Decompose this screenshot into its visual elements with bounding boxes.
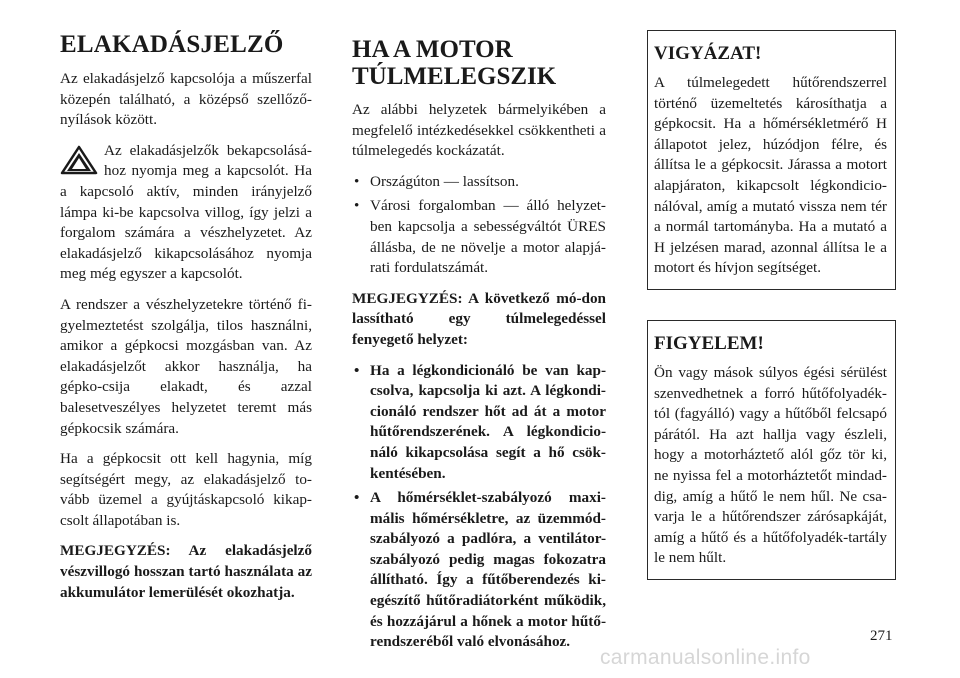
activation-text-rest: a kapcsoló aktív, minden irányjelző lámpa ki-be kapcsolva villog, így jelzi a forgalom számára a vészhelyzetet. Az elakadásjelző kikapcsolásához nyomja meg még egyszer a kapcsolót. bbox=[60, 182, 312, 283]
column-hazard-warning bbox=[60, 30, 312, 613]
caution-box bbox=[647, 30, 896, 290]
bullet-icon: • bbox=[354, 172, 360, 190]
list-item-text: Városi forgalomban — álló helyzet-ben kapcsolja a sebességváltót ÜRES állásba, de ne növelje a motor alapjá-rati fordulatszámát. bbox=[370, 197, 606, 277]
page-number: 271 bbox=[870, 628, 893, 644]
warning-text: Ön vagy mások súlyos égési sérülést szenvedhetnek a forró hűtőfolyadék-tól (fagyálló) vagy a hűtőből felcsapó párától. Ha azt hallja vagy észleli, hogy a motorháztető alól gőz tör ki, ne nyissa fel a motorháztetőt mindad-dig, amíg a hűtő le nem hűl. Ne csa-varja le a hűtőrendszer zárósapkáját, amíg a hűtő és a hűtőfolyadék-tartály le nem hűlt. bbox=[654, 363, 887, 567]
list-item bbox=[352, 361, 606, 485]
paragraph-usage-rule: A rendszer a vészhelyzetekre történő fi-gyelmeztetést szolgálja, tilos használni, amikor a gépkocsi mozgásban van. Az elakadásjelzőt akkor használja, ha gépko-csija elakadt, és azzal balesetveszélyes helyzetet teremt más gépkocsik számára. bbox=[60, 295, 312, 437]
bullet-icon: • bbox=[354, 361, 360, 379]
caution-text: A túlmelegedett hűtőrendszerrel történő üzemeltetés károsíthatja a gépkocsit. Ha a hőmérsékletmérő H állapotot jelez, húzódjon félre, és állítsa le a gépkocsit. Járassa a motort alapjáraton, kikapcsolt légkondicio-nálóval, amíg a mutató vissza nem tér a normál tartományba. Ha a mutató a H jelzésen marad, azonnal állítsa le a motort és hívjon segítséget. bbox=[654, 74, 887, 277]
list-item-text: Országúton — lassítson. bbox=[370, 172, 519, 190]
column-warnings bbox=[647, 30, 896, 610]
list-situations bbox=[352, 172, 606, 279]
column-engine-overheat bbox=[352, 30, 606, 663]
list-item bbox=[352, 488, 606, 653]
list-item bbox=[352, 172, 606, 193]
bullet-icon: • bbox=[354, 197, 360, 215]
section-title-overheat: HA A MOTOR TÚLMELEGSZIK bbox=[352, 36, 557, 90]
list-item-text: A hőmérséklet-szabályozó maxi-mális hőmérsékletre, az üzemmód-szabályozó a padlóra, a ventilátor-szabályozó pedig magas fokozatra állítható. Így a fűtőberendezés ki-egészítő hűtőradiátorként működik, és hozzájárul a hőnek a motor hűtő-rendszeréből való elvonásához. bbox=[370, 489, 606, 651]
paragraph-leaving-vehicle: Ha a gépkocsit ott kell hagynia, míg segítségért megy, az elakadásjelző to-vább üzemel a gyújtáskapcsoló kikap-csolt állapotában is. bbox=[60, 450, 312, 529]
paragraph-overheat-intro: Az alábbi helyzetek bármelyikében a megfelelő intézkedésekkel csökkentheti a túlmelegedés kockázatát. bbox=[352, 101, 606, 160]
activation-text-first: Az elakadásjelzők bekapcsolásá-hoz nyomja meg a kapcsolót. Ha bbox=[104, 141, 312, 180]
bullet-icon: • bbox=[354, 489, 360, 507]
list-item bbox=[352, 196, 606, 278]
note-overheat: MEGJEGYZÉS: A következő mó-don lassítható egy túlmelegedéssel fenyegető helyzet: bbox=[352, 289, 606, 348]
paragraph-switch-location: Az elakadásjelző kapcsolója a műszerfal közepén található, a középső szellőző-nyílások között. bbox=[60, 70, 312, 129]
caution-title: VIGYÁZAT! bbox=[654, 43, 762, 64]
list-item-text: Ha a légkondicionáló be van kap-csolva, kapcsolja ki azt. A légkondi-cionáló rendszer hőt ad át a motor hűtőrendszerének. A légkondicio-náló kikapcsolása segít a hő csök-kentésében. bbox=[370, 361, 606, 482]
warning-title: FIGYELEM! bbox=[654, 332, 764, 354]
warning-paragraph bbox=[60, 141, 312, 285]
section-title-hazard: ELAKADÁSJELZŐ bbox=[60, 31, 284, 58]
warning-box bbox=[647, 320, 896, 580]
note-battery: MEGJEGYZÉS: Az elakadásjelző vészvillogó hosszan tartó használata az akkumulátor lemerülését okozhatja. bbox=[60, 542, 312, 601]
warning-triangle-icon bbox=[60, 145, 98, 175]
watermark: carmanualsonline.info bbox=[600, 646, 811, 669]
list-remedies bbox=[352, 361, 606, 653]
